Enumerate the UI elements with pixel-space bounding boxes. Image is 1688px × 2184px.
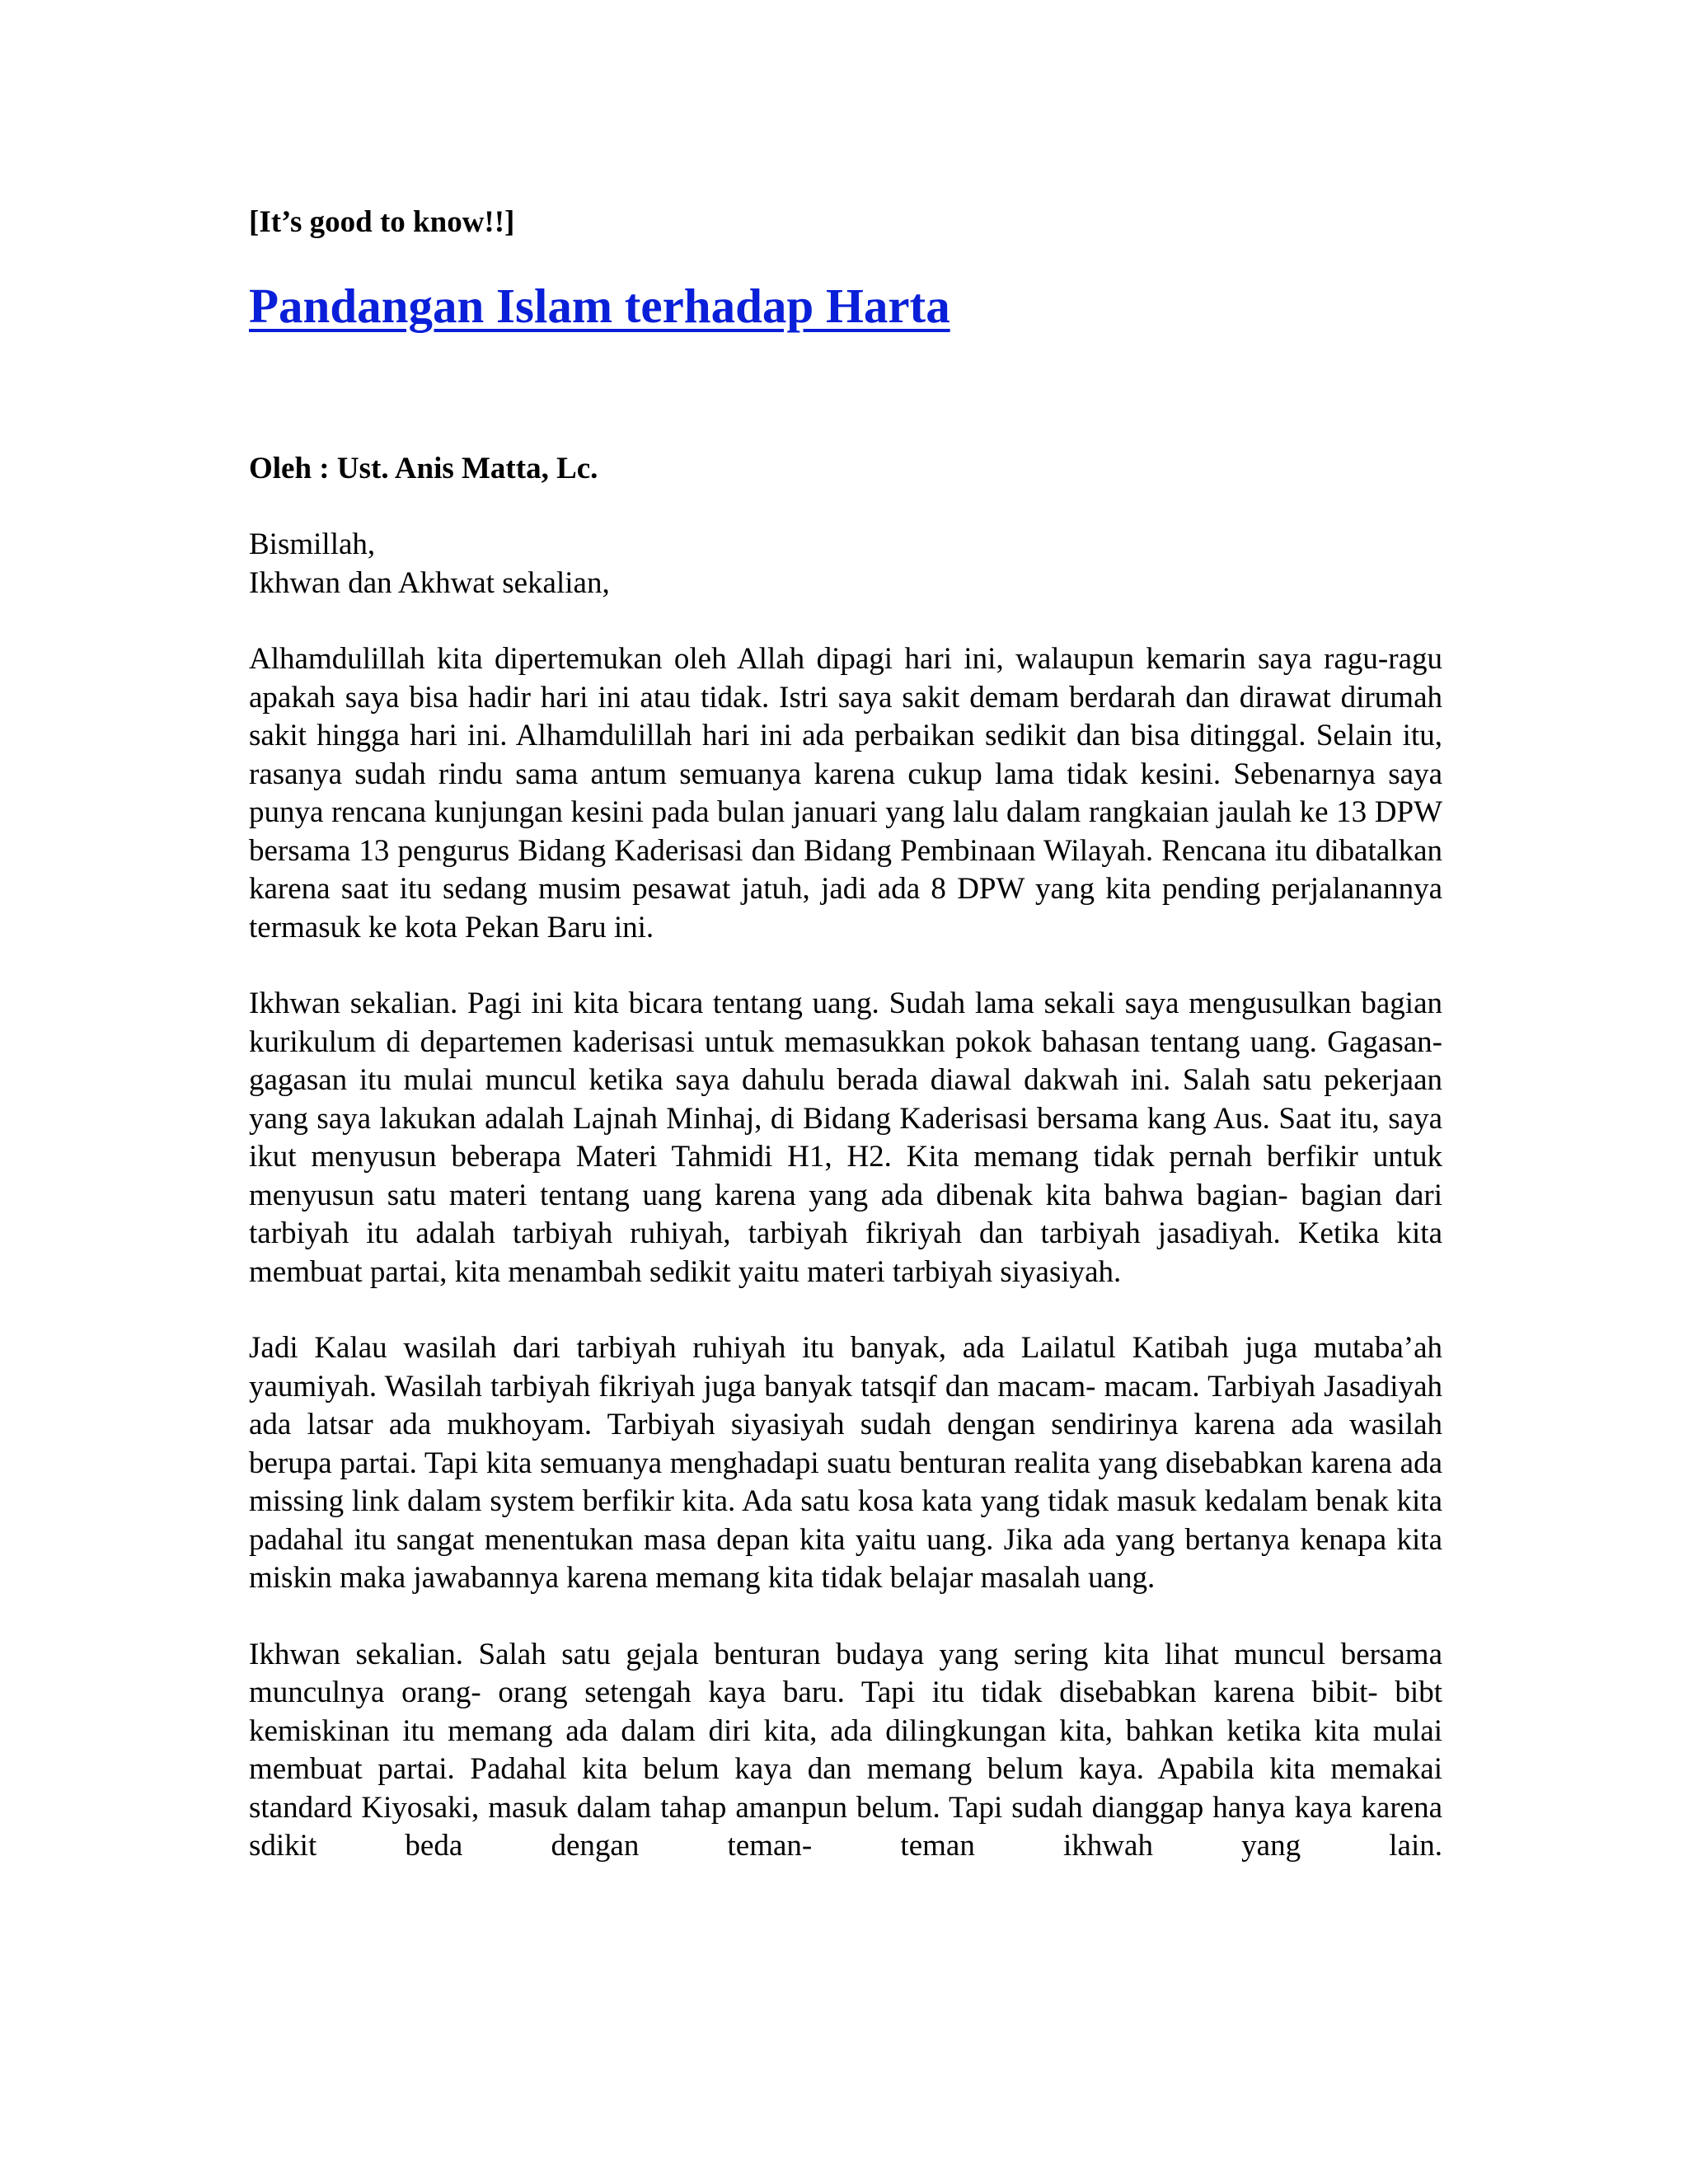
- document-body: [249, 204, 1442, 1866]
- body-paragraph: Jadi Kalau wasilah dari tarbiyah ruhiyah itu banyak, ada Lailatul Katibah juga mutaba’ah yaumiyah. Wasilah tarbiyah fikriyah juga banyak tatsqif dan macam- macam. Tarbiyah Jasadiyah ada latsar ada mukhoyam. Tarbiyah siyasiyah sudah dengan sendirinya karena ada wasilah berupa partai. Tapi kita semuanya menghadapi suatu benturan realita yang disebabkan karena ada missing link dalam system berfikir kita. Ada satu kosa kata yang tidak masuk kedalam benak kita padahal itu sangat menentukan masa depan kita yaitu uang. Jika ada yang bertanya kenapa kita miskin maka jawabannya karena memang kita tidak belajar masalah uang.: [249, 1331, 1442, 1595]
- body-paragraph: Alhamdulillah kita dipertemukan oleh Allah dipagi hari ini, walaupun kemarin saya ragu-ragu apakah saya bisa hadir hari ini atau tidak. Istri saya sakit demam berdarah dan dirawat dirumah sakit hingga hari ini. Alhamdulillah hari ini ada perbaikan sedikit dan bisa ditinggal. Selain itu, rasanya sudah rindu sama antum semuanya karena cukup lama tidak kesini. Sebenarnya saya punya rencana kunjungan kesini pada bulan januari yang lalu dalam rangkaian jaulah ke 13 DPW bersama 13 pengurus Bidang Kaderisasi dan Bidang Pembinaan Wilayah. Rencana itu dibatalkan karena saat itu sedang musim pesawat jatuh, jadi ada 8 DPW yang kita pending perjalanannya termasuk ke kota Pekan Baru ini.: [249, 642, 1442, 944]
- greeting-line: Ikhwan dan Akhwat sekalian,: [249, 565, 610, 600]
- document-title-link[interactable]: Pandangan Islam terhadap Harta: [249, 279, 950, 333]
- greeting-line: Bismillah,: [249, 527, 376, 561]
- body-paragraph: Ikhwan sekalian. Salah satu gejala benturan budaya yang sering kita lihat muncul bersama munculnya orang- orang setengah kaya baru. Tapi itu tidak disebabkan karena bibit- bibt kemiskinan itu memang ada dalam diri kita, ada dilingkungan kita, bahkan ketika kita mulai membuat partai. Padahal kita belum kaya dan memang belum kaya. Apabila kita memakai standard Kiyosaki, masuk dalam tahap amanpun belum. Tapi sudah dianggap hanya kaya karena sdikit beda dengan teman- teman ikhwah yang lain.: [249, 1637, 1442, 1863]
- greeting: [249, 526, 1442, 602]
- body-paragraph: Ikhwan sekalian. Pagi ini kita bicara tentang uang. Sudah lama sekali saya mengusulkan bagian kurikulum di departemen kaderisasi untuk memasukkan pokok bahasan tentang uang. Gagasan- gagasan itu mulai muncul ketika saya dahulu berada diawal dakwah ini. Salah satu pekerjaan yang saya lakukan adalah Lajnah Minhaj, di Bidang Kaderisasi bersama kang Aus. Saat itu, saya ikut menyusun beberapa Materi Tahmidi H1, H2. Kita memang tidak pernah berfikir untuk menyusun satu materi tentang uang karena yang ada dibenak kita bahwa bagian- bagian dari tarbiyah itu adalah tarbiyah ruhiyah, tarbiyah fikriyah dan tarbiyah jasadiyah. Ketika kita membuat partai, kita menambah sedikit yaitu materi tarbiyah siyasiyah.: [249, 987, 1442, 1289]
- document-kicker: [It’s good to know!!]: [249, 205, 515, 239]
- document-author: Oleh : Ust. Anis Matta, Lc.: [249, 452, 598, 485]
